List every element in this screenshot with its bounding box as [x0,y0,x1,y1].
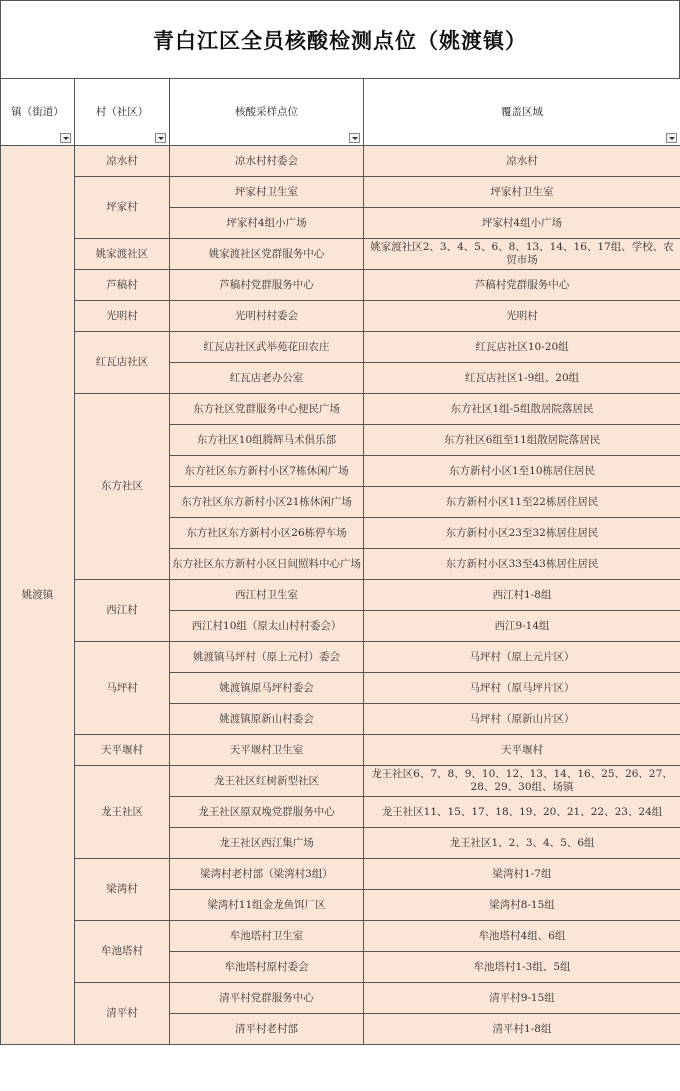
town-cell: 姚渡镇 [1,146,75,1045]
village-cell: 坪家村 [75,177,170,239]
table-row [1,270,680,301]
site-cell: 凉水村村委会 [170,146,364,177]
table-row [1,239,680,270]
site-cell: 西江村卫生室 [170,580,364,611]
village-cell: 凉水村 [75,146,170,177]
site-cell: 红瓦店老办公室 [170,363,364,394]
site-cell: 姚渡镇马坪村（原上元村）委会 [170,642,364,673]
testing-sites-table [0,78,680,1045]
area-cell: 西江村1-8组 [364,580,680,611]
table-row [1,859,680,890]
site-cell: 梁湾村11组金龙鱼饵厂区 [170,890,364,921]
area-cell: 龙王社区6、7、8、9、10、12、13、14、16、25、26、27、28、29、30组、场镇 [364,766,680,797]
site-cell: 东方社区东方新村小区21栋休闲广场 [170,487,364,518]
site-cell: 清平村党群服务中心 [170,983,364,1014]
area-cell: 红瓦店社区1-9组、20组 [364,363,680,394]
site-cell: 芦稿村党群服务中心 [170,270,364,301]
village-cell: 天平堰村 [75,735,170,766]
site-cell: 牟池塔村原村委会 [170,952,364,983]
site-cell: 龙王社区原双堍党群服务中心 [170,797,364,828]
village-cell: 东方社区 [75,394,170,580]
table-row [1,642,680,673]
area-cell: 东方新村小区33至43栋居住居民 [364,549,680,580]
site-cell: 梁湾村老村部（梁湾村3组） [170,859,364,890]
area-cell: 芦稿村党群服务中心 [364,270,680,301]
site-cell: 姚家渡社区党群服务中心 [170,239,364,270]
header-area [364,79,680,146]
area-cell: 东方社区6组至11组散居院落居民 [364,425,680,456]
area-cell: 马坪村（原马坪片区） [364,673,680,704]
site-cell: 东方社区东方新村小区日间照料中心广场 [170,549,364,580]
table-row [1,921,680,952]
header-row [1,79,680,146]
site-cell: 牟池塔村卫生室 [170,921,364,952]
site-cell: 天平堰村卫生室 [170,735,364,766]
area-cell: 牟池塔村4组、6组 [364,921,680,952]
header-area-label: 覆盖区域 [501,105,543,118]
site-cell: 东方社区东方新村小区26栋停车场 [170,518,364,549]
area-cell: 东方新村小区23至32栋居住居民 [364,518,680,549]
table-row [1,177,680,208]
area-cell: 梁湾村8-15组 [364,890,680,921]
area-cell: 马坪村（原新山片区） [364,704,680,735]
village-cell: 马坪村 [75,642,170,735]
area-cell: 东方社区1组-5组散居院落居民 [364,394,680,425]
site-cell: 清平村老村部 [170,1014,364,1045]
site-cell: 东方社区东方新村小区7栋休闲广场 [170,456,364,487]
area-cell: 姚家渡社区2、3、4、5、6、8、13、14、16、17组、学校、农贸市场 [364,239,680,270]
village-cell: 梁湾村 [75,859,170,921]
site-cell: 东方社区党群服务中心便民广场 [170,394,364,425]
area-cell: 清平村1-8组 [364,1014,680,1045]
header-town [1,79,75,146]
filter-dropdown-icon[interactable] [155,133,166,143]
filter-dropdown-icon[interactable] [60,133,71,143]
header-town-label: 镇（街道） [11,105,64,118]
table-row [1,735,680,766]
filter-dropdown-icon[interactable] [666,133,677,143]
area-cell: 清平村9-15组 [364,983,680,1014]
area-cell: 坪家村卫生室 [364,177,680,208]
table-row [1,332,680,363]
site-cell: 东方社区10组腾辉马术俱乐部 [170,425,364,456]
area-cell: 凉水村 [364,146,680,177]
village-cell: 光明村 [75,301,170,332]
area-cell: 东方新村小区11至22栋居住居民 [364,487,680,518]
table-row [1,394,680,425]
site-cell: 龙王社区红树新型社区 [170,766,364,797]
header-village-label: 村（社区） [95,105,149,118]
area-cell: 光明村 [364,301,680,332]
site-cell: 西江村10组（原太山村村委会） [170,611,364,642]
area-cell: 天平堰村 [364,735,680,766]
village-cell: 芦稿村 [75,270,170,301]
page-title: 青白江区全员核酸检测点位（姚渡镇） [0,0,680,78]
table-row [1,146,680,177]
area-cell: 红瓦店社区10-20组 [364,332,680,363]
table-row [1,766,680,797]
area-cell: 坪家村4组小广场 [364,208,680,239]
site-cell: 坪家村4组小广场 [170,208,364,239]
table-body [1,146,680,1045]
site-cell: 龙王社区西江集广场 [170,828,364,859]
table-row [1,301,680,332]
area-cell: 西江9-14组 [364,611,680,642]
village-cell: 牟池塔村 [75,921,170,983]
header-site-label: 核酸采样点位 [235,105,298,118]
area-cell: 龙王社区1、2、3、4、5、6组 [364,828,680,859]
village-cell: 龙王社区 [75,766,170,859]
filter-dropdown-icon[interactable] [349,133,360,143]
area-cell: 龙王社区11、15、17、18、19、20、21、22、23、24组 [364,797,680,828]
village-cell: 红瓦店社区 [75,332,170,394]
table-row [1,580,680,611]
site-cell: 光明村村委会 [170,301,364,332]
site-cell: 姚渡镇原新山村委会 [170,704,364,735]
area-cell: 东方新村小区1至10栋居住居民 [364,456,680,487]
area-cell: 牟池塔村1-3组、5组 [364,952,680,983]
header-site [170,79,364,146]
table-row [1,983,680,1014]
site-cell: 红瓦店社区武举苑花田农庄 [170,332,364,363]
area-cell: 梁湾村1-7组 [364,859,680,890]
village-cell: 姚家渡社区 [75,239,170,270]
header-village [75,79,170,146]
village-cell: 西江村 [75,580,170,642]
area-cell: 马坪村（原上元片区） [364,642,680,673]
site-cell: 姚渡镇原马坪村委会 [170,673,364,704]
site-cell: 坪家村卫生室 [170,177,364,208]
village-cell: 清平村 [75,983,170,1045]
